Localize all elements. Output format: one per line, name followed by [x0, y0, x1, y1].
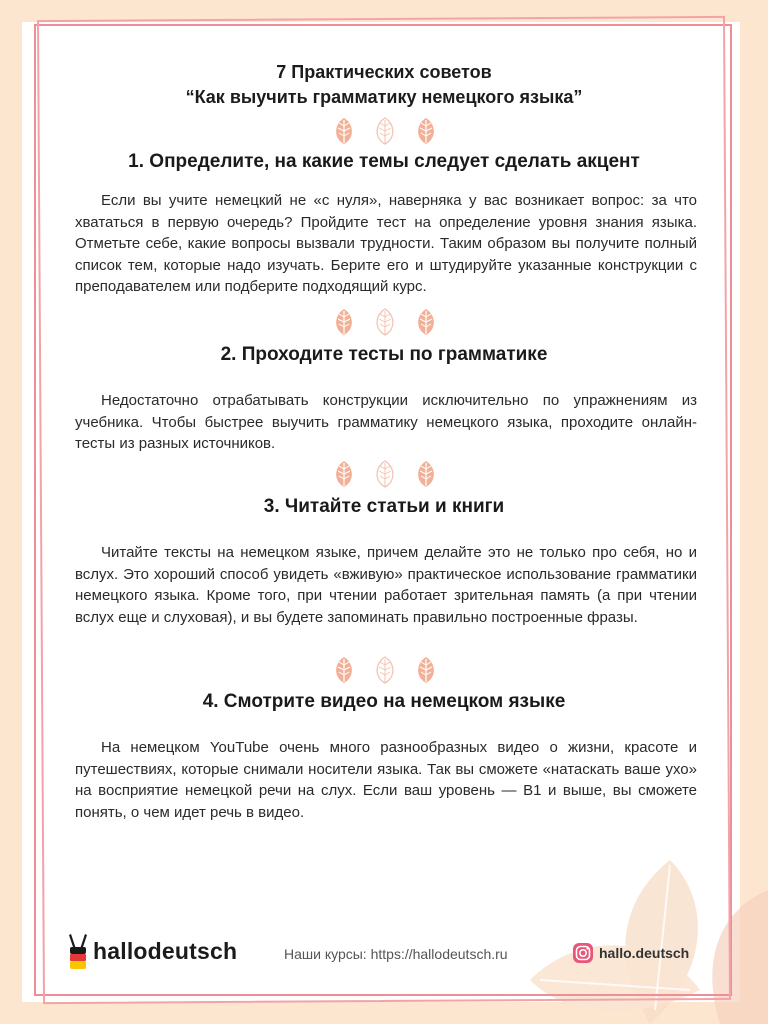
brand-name: hallodeutsch — [93, 937, 238, 964]
leaf-icon — [330, 307, 358, 337]
title-line-2: “Как выучить грамматику немецкого языка” — [185, 87, 583, 107]
footer — [0, 928, 768, 978]
page-title — [60, 60, 708, 110]
leaf-divider — [330, 116, 440, 146]
leaf-divider — [330, 655, 440, 685]
brand-logo[interactable] — [66, 928, 237, 974]
tip-3-text: Читайте тексты на немецком языке, причем делайте это не только про себя, но и вслух. Это хороший способ увидеть «вживую» практическое использование грамматики немецкого языка. Кроме того, при чтении работает зрительная память (а при чтении вслух еще и слуховая), и вы будете запоминать правильно построенные фразы. — [75, 544, 697, 626]
leaf-icon — [330, 459, 358, 489]
courses-link[interactable]: Наши курсы: https://hallodeutsch.ru — [284, 946, 508, 962]
tip-4-text: На немецком YouTube очень много разнообразных видео о жизни, красоте и путешествиях, которые снимали носители языка. Так вы сможете «натаскать ваше ухо» на восприятие немецкой речи на слух. Если ваш уровень — B1 и выше, вы сможете понять, о чем идет речь в видео. — [75, 739, 697, 821]
tip-1-heading: 1. Определите, на какие темы следует сделать акцент — [128, 151, 640, 172]
leaf-icon — [412, 655, 440, 685]
leaf-icon — [412, 307, 440, 337]
instagram-icon — [572, 942, 594, 964]
tip-1-text: Если вы учите немецкий не «с нуля», наверняка у вас возникает вопрос: за что хвататься в первую очередь? Пройдите тест на определение уровня знания языка. Отметьте себе, какие вопросы вызвали трудности. Таким образом вы получите полный список тем, которые надо изучать. Берите его и штудируйте указанные конструкции с преподавателем или подберите подходящий курс. — [75, 192, 697, 295]
leaf-icon — [330, 655, 358, 685]
leaf-divider — [330, 459, 440, 489]
title-line-1: 7 Практических советов — [276, 62, 492, 82]
instagram-link[interactable] — [572, 942, 689, 964]
leaf-icon — [330, 116, 358, 146]
leaf-outline-icon — [371, 307, 399, 337]
leaf-outline-icon — [371, 459, 399, 489]
victory-hand-icon — [66, 932, 90, 970]
tip-2-text: Недостаточно отрабатывать конструкции исключительно по упражнениям из учебника. Чтобы быстрее выучить грамматику немецкого языка, проходите онлайн-тесты из разных источников. — [75, 392, 697, 452]
tip-2-heading: 2. Проходите тесты по грамматике — [220, 344, 548, 365]
leaf-outline-icon — [371, 655, 399, 685]
leaf-divider — [330, 307, 440, 337]
instagram-handle: hallo.deutsch — [599, 945, 690, 961]
leaf-icon — [412, 459, 440, 489]
leaf-outline-icon — [371, 116, 399, 146]
tip-4-heading: 4. Смотрите видео на немецком языке — [202, 691, 566, 712]
tip-3-heading: 3. Читайте статьи и книги — [263, 496, 505, 517]
leaf-icon — [412, 116, 440, 146]
